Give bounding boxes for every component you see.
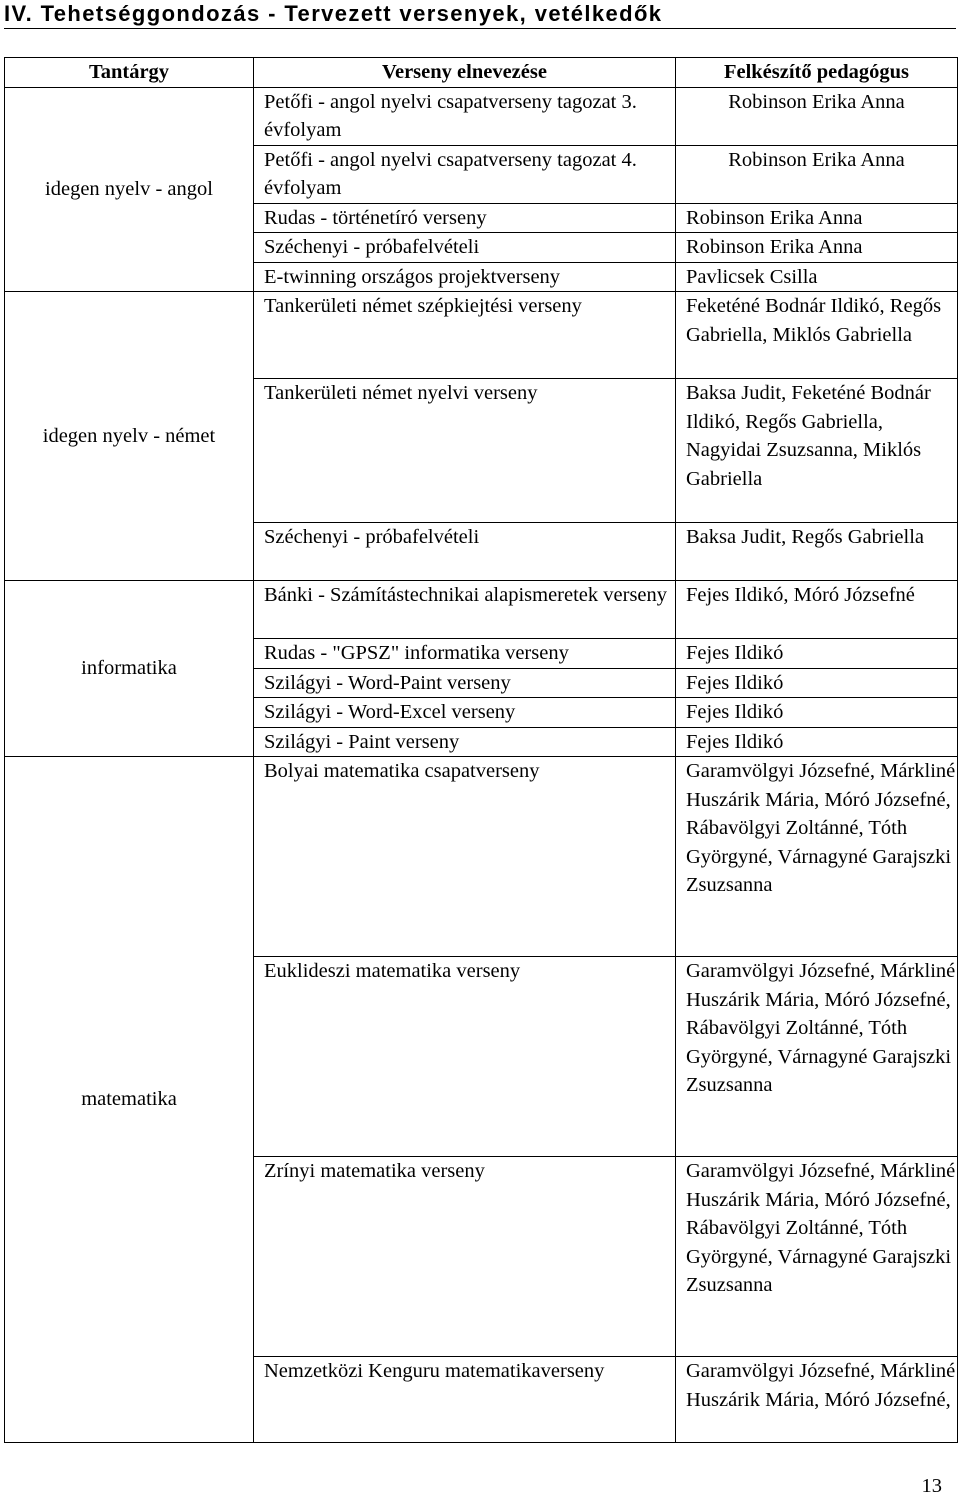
header-teacher: Felkészítő pedagógus	[676, 58, 958, 88]
page-number: 13	[921, 1475, 942, 1497]
header-competition: Verseny elnevezése	[254, 58, 676, 88]
teacher-cell: Garamvölgyi Józsefné, Márkliné Huszárik Mária, Móró Józsefné,	[676, 1357, 958, 1443]
teacher-cell: Garamvölgyi Józsefné, Márkliné Huszárik Mária, Móró Józsefné, Rábavölgyi Zoltánné, Tóth Györgyné, Várnagyné Garajszki Zsuzsanna	[676, 757, 958, 957]
competition-cell: Bolyai matematika csapatverseny	[254, 757, 676, 957]
competition-cell: Széchenyi - próbafelvételi	[254, 523, 676, 581]
teacher-cell: Fejes Ildikó	[676, 698, 958, 728]
teacher-cell: Baksa Judit, Feketéné Bodnár Ildikó, Regős Gabriella, Nagyidai Zsuzsanna, Miklós Gabriella	[676, 379, 958, 523]
competition-cell: Rudas - történetíró verseny	[254, 203, 676, 233]
table-row	[5, 292, 958, 379]
table-header-row	[5, 58, 958, 88]
competition-cell: Tankerületi német szépkiejtési verseny	[254, 292, 676, 379]
competition-cell: E-twinning országos projektverseny	[254, 262, 676, 292]
competition-cell: Zrínyi matematika verseny	[254, 1157, 676, 1357]
competition-cell: Szilágyi - Paint verseny	[254, 727, 676, 757]
teacher-cell: Garamvölgyi Józsefné, Márkliné Huszárik Mária, Móró Józsefné, Rábavölgyi Zoltánné, Tóth Györgyné, Várnagyné Garajszki Zsuzsanna	[676, 1157, 958, 1357]
table-row	[5, 581, 958, 639]
teacher-cell: Fejes Ildikó	[676, 727, 958, 757]
teacher-cell: Robinson Erika Anna	[676, 145, 958, 203]
header-subject: Tantárgy	[5, 58, 254, 88]
competition-cell: Tankerületi német nyelvi verseny	[254, 379, 676, 523]
teacher-cell: Fejes Ildikó	[676, 639, 958, 669]
competition-cell: Euklideszi matematika verseny	[254, 957, 676, 1157]
teacher-cell: Baksa Judit, Regős Gabriella	[676, 523, 958, 581]
table-row	[5, 87, 958, 145]
competition-cell: Szilágyi - Word-Excel verseny	[254, 698, 676, 728]
teacher-cell: Robinson Erika Anna	[676, 233, 958, 263]
teacher-cell: Pavlicsek Csilla	[676, 262, 958, 292]
subject-cell: idegen nyelv - angol	[5, 87, 254, 292]
competition-cell: Rudas - "GPSZ" informatika verseny	[254, 639, 676, 669]
teacher-cell: Garamvölgyi Józsefné, Márkliné Huszárik Mária, Móró Józsefné, Rábavölgyi Zoltánné, Tóth Györgyné, Várnagyné Garajszki Zsuzsanna	[676, 957, 958, 1157]
section-heading: IV. Tehetséggondozás - Tervezett versenyek, vetélkedők	[4, 0, 956, 29]
competition-cell: Széchenyi - próbafelvételi	[254, 233, 676, 263]
competition-cell: Petőfi - angol nyelvi csapatverseny tagozat 4. évfolyam	[254, 145, 676, 203]
subject-cell: matematika	[5, 757, 254, 1443]
subject-cell: informatika	[5, 581, 254, 757]
subject-cell: idegen nyelv - német	[5, 292, 254, 581]
teacher-cell: Robinson Erika Anna	[676, 203, 958, 233]
table-row	[5, 757, 958, 957]
teacher-cell: Fejes Ildikó, Móró Józsefné	[676, 581, 958, 639]
competition-cell: Bánki - Számítástechnikai alapismeretek verseny	[254, 581, 676, 639]
competition-cell: Petőfi - angol nyelvi csapatverseny tagozat 3. évfolyam	[254, 87, 676, 145]
competitions-table	[4, 57, 958, 1443]
competition-cell: Szilágyi - Word-Paint verseny	[254, 668, 676, 698]
teacher-cell: Fejes Ildikó	[676, 668, 958, 698]
competition-cell: Nemzetközi Kenguru matematikaverseny	[254, 1357, 676, 1443]
teacher-cell: Feketéné Bodnár Ildikó, Regős Gabriella, Miklós Gabriella	[676, 292, 958, 379]
teacher-cell: Robinson Erika Anna	[676, 87, 958, 145]
